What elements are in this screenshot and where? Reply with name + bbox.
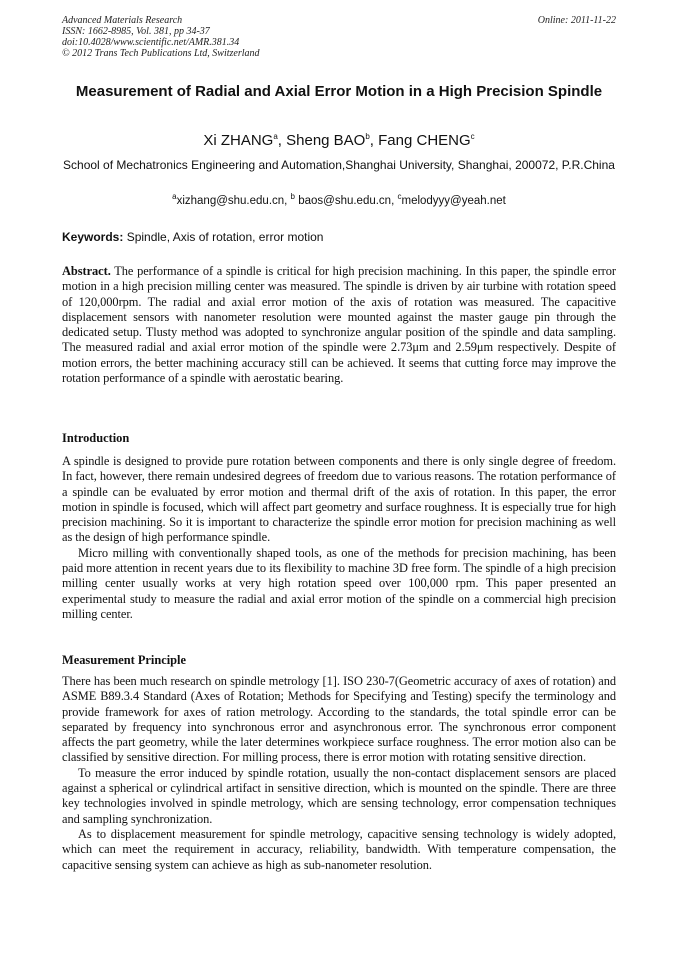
email-mark: b xyxy=(290,192,295,202)
author-mark: a xyxy=(273,132,278,141)
keywords-label: Keywords: xyxy=(62,230,124,244)
section-heading-measurement-principle: Measurement Principle xyxy=(62,653,186,667)
keywords-text: Spindle, Axis of rotation, error motion xyxy=(126,230,324,244)
author-list: Xi ZHANG$^a$, Sheng BAO$^b$, Fang CHENG$^c$ xyxy=(203,132,475,149)
section-heading-introduction: Introduction xyxy=(62,431,130,445)
paragraph: As to displacement measurement for spindle metrology, capacitive sensing technology is widely adopted, which can meet the requirement in accuracy, reliability, bandwidth. With temperature compensation, the capacitive sensing system can achieve as high as sub-nanometer resolution. xyxy=(62,826,616,872)
email-address: baos@shu.edu.cn xyxy=(298,195,392,207)
paragraph: There has been much research on spindle metrology [1]. ISO 230-7(Geometric accuracy of axes of rotation) and ASME B89.3.4 Standard (Axes of Rotation; Methods for Specifying and Testing) specify the terminology and provide framework for axes of ration metrology. According to the standards, the total spindle error can be separated by frequency into synchronous error and asynchronous error. The synchronous error component affects the part geometry, while the later determines workpiece surface roughness. The error motion also can be classified by sensitive direction. For milling process, there is error motion with rotating sensitive direction. xyxy=(62,674,616,765)
email-mark: c xyxy=(397,192,402,202)
author-name: Xi ZHANG xyxy=(203,132,274,149)
paragraph: A spindle is designed to provide pure rotation between components and there is only single degree of freedom. In fact, however, there remain undesired degrees of freedom due to various reasons. The rotation performance of a spindle can be evaluated by error motion and thermal drift of the axis of rotation. In this paper, the error motion in spindle is focused, which will affect part geometry and surface roughness. It is especially true for high precision machining. So it is important to characterize the spindle error motion for precision machining as well as the design of high performance spindle. xyxy=(62,454,616,545)
paragraph: Micro milling with conventionally shaped tools, as one of the methods for precision machining, has been paid more attention in recent years due to its flexibility to machine 3D free form. The spindle of a high precision milling center usually works at very high rotation speed over 100,000 rpm. This paper presented an experimental study to measure the radial and axial error motion of the spindle on a commercial high precision milling center. xyxy=(62,545,616,621)
journal-header xyxy=(62,15,616,59)
email-address: melodyyy@yeah.net xyxy=(401,195,506,207)
abstract-label: Abstract. xyxy=(62,264,111,278)
doi-line: doi:10.4028/www.scientific.net/AMR.381.34 xyxy=(62,37,240,48)
paper-title: Measurement of Radial and Axial Error Motion in a High Precision Spindle xyxy=(75,83,603,100)
email-address: xizhang@shu.edu.cn xyxy=(176,195,285,207)
keywords xyxy=(62,229,616,245)
author-mark: c xyxy=(470,132,475,141)
email-list: $^a$xizhang@shu.edu.cn, $^b$ baos@shu.edu.cn, $^c$melodyyy@yeah.net xyxy=(172,192,506,207)
email-mark: a xyxy=(172,192,177,202)
issn-line: ISSN: 1662-8985, Vol. 381, pp 34-37 xyxy=(62,26,210,37)
section-introduction xyxy=(62,454,616,622)
affiliation: School of Mechatronics Engineering and Automation,Shanghai University, Shanghai, 200072, P.R.China xyxy=(63,158,615,172)
copyright-line: © 2012 Trans Tech Publications Ltd, Switzerland xyxy=(62,48,260,59)
abstract-text: The performance of a spindle is critical for high precision machining. In this paper, the spindle error motion in a high precision milling center was measured. The spindle is driven by air turbine with rotation speed of 120,000rpm. The radial and axial error motion of the axis of rotation was measured. The capacitive displacement sensors with nanometer resolution were mounted against the master gauge pin through the dedicated setup. Tlusty method was adopted to synchronize angular position of the spindle and data sampling. The measured radial and axial error motion of the spindle were 2.73μm and 2.59μm respectively. Despite of motion errors, the better machining accuracy still can be achieved. It seems that cutting force may improve the rotation performance of a spindle with aerostatic bearing. xyxy=(62,264,616,386)
paragraph: To measure the error induced by spindle rotation, usually the non-contact displacement sensors are placed against a spherical or cylindrical artifact in sensitive direction, which is mounted on the spindle. There are three key technologies involved in spindle metrology, which are sensing technology, error compensation techniques and sampling synchronization. xyxy=(62,765,616,826)
author-mark: b xyxy=(365,132,370,141)
journal-name: Advanced Materials Research xyxy=(62,15,183,26)
online-date: Online: 2011-11-22 xyxy=(537,15,616,26)
author-name: Fang CHENG xyxy=(378,132,471,149)
author-name: Sheng BAO xyxy=(286,132,366,149)
section-measurement-principle xyxy=(62,674,616,873)
abstract xyxy=(62,264,616,386)
